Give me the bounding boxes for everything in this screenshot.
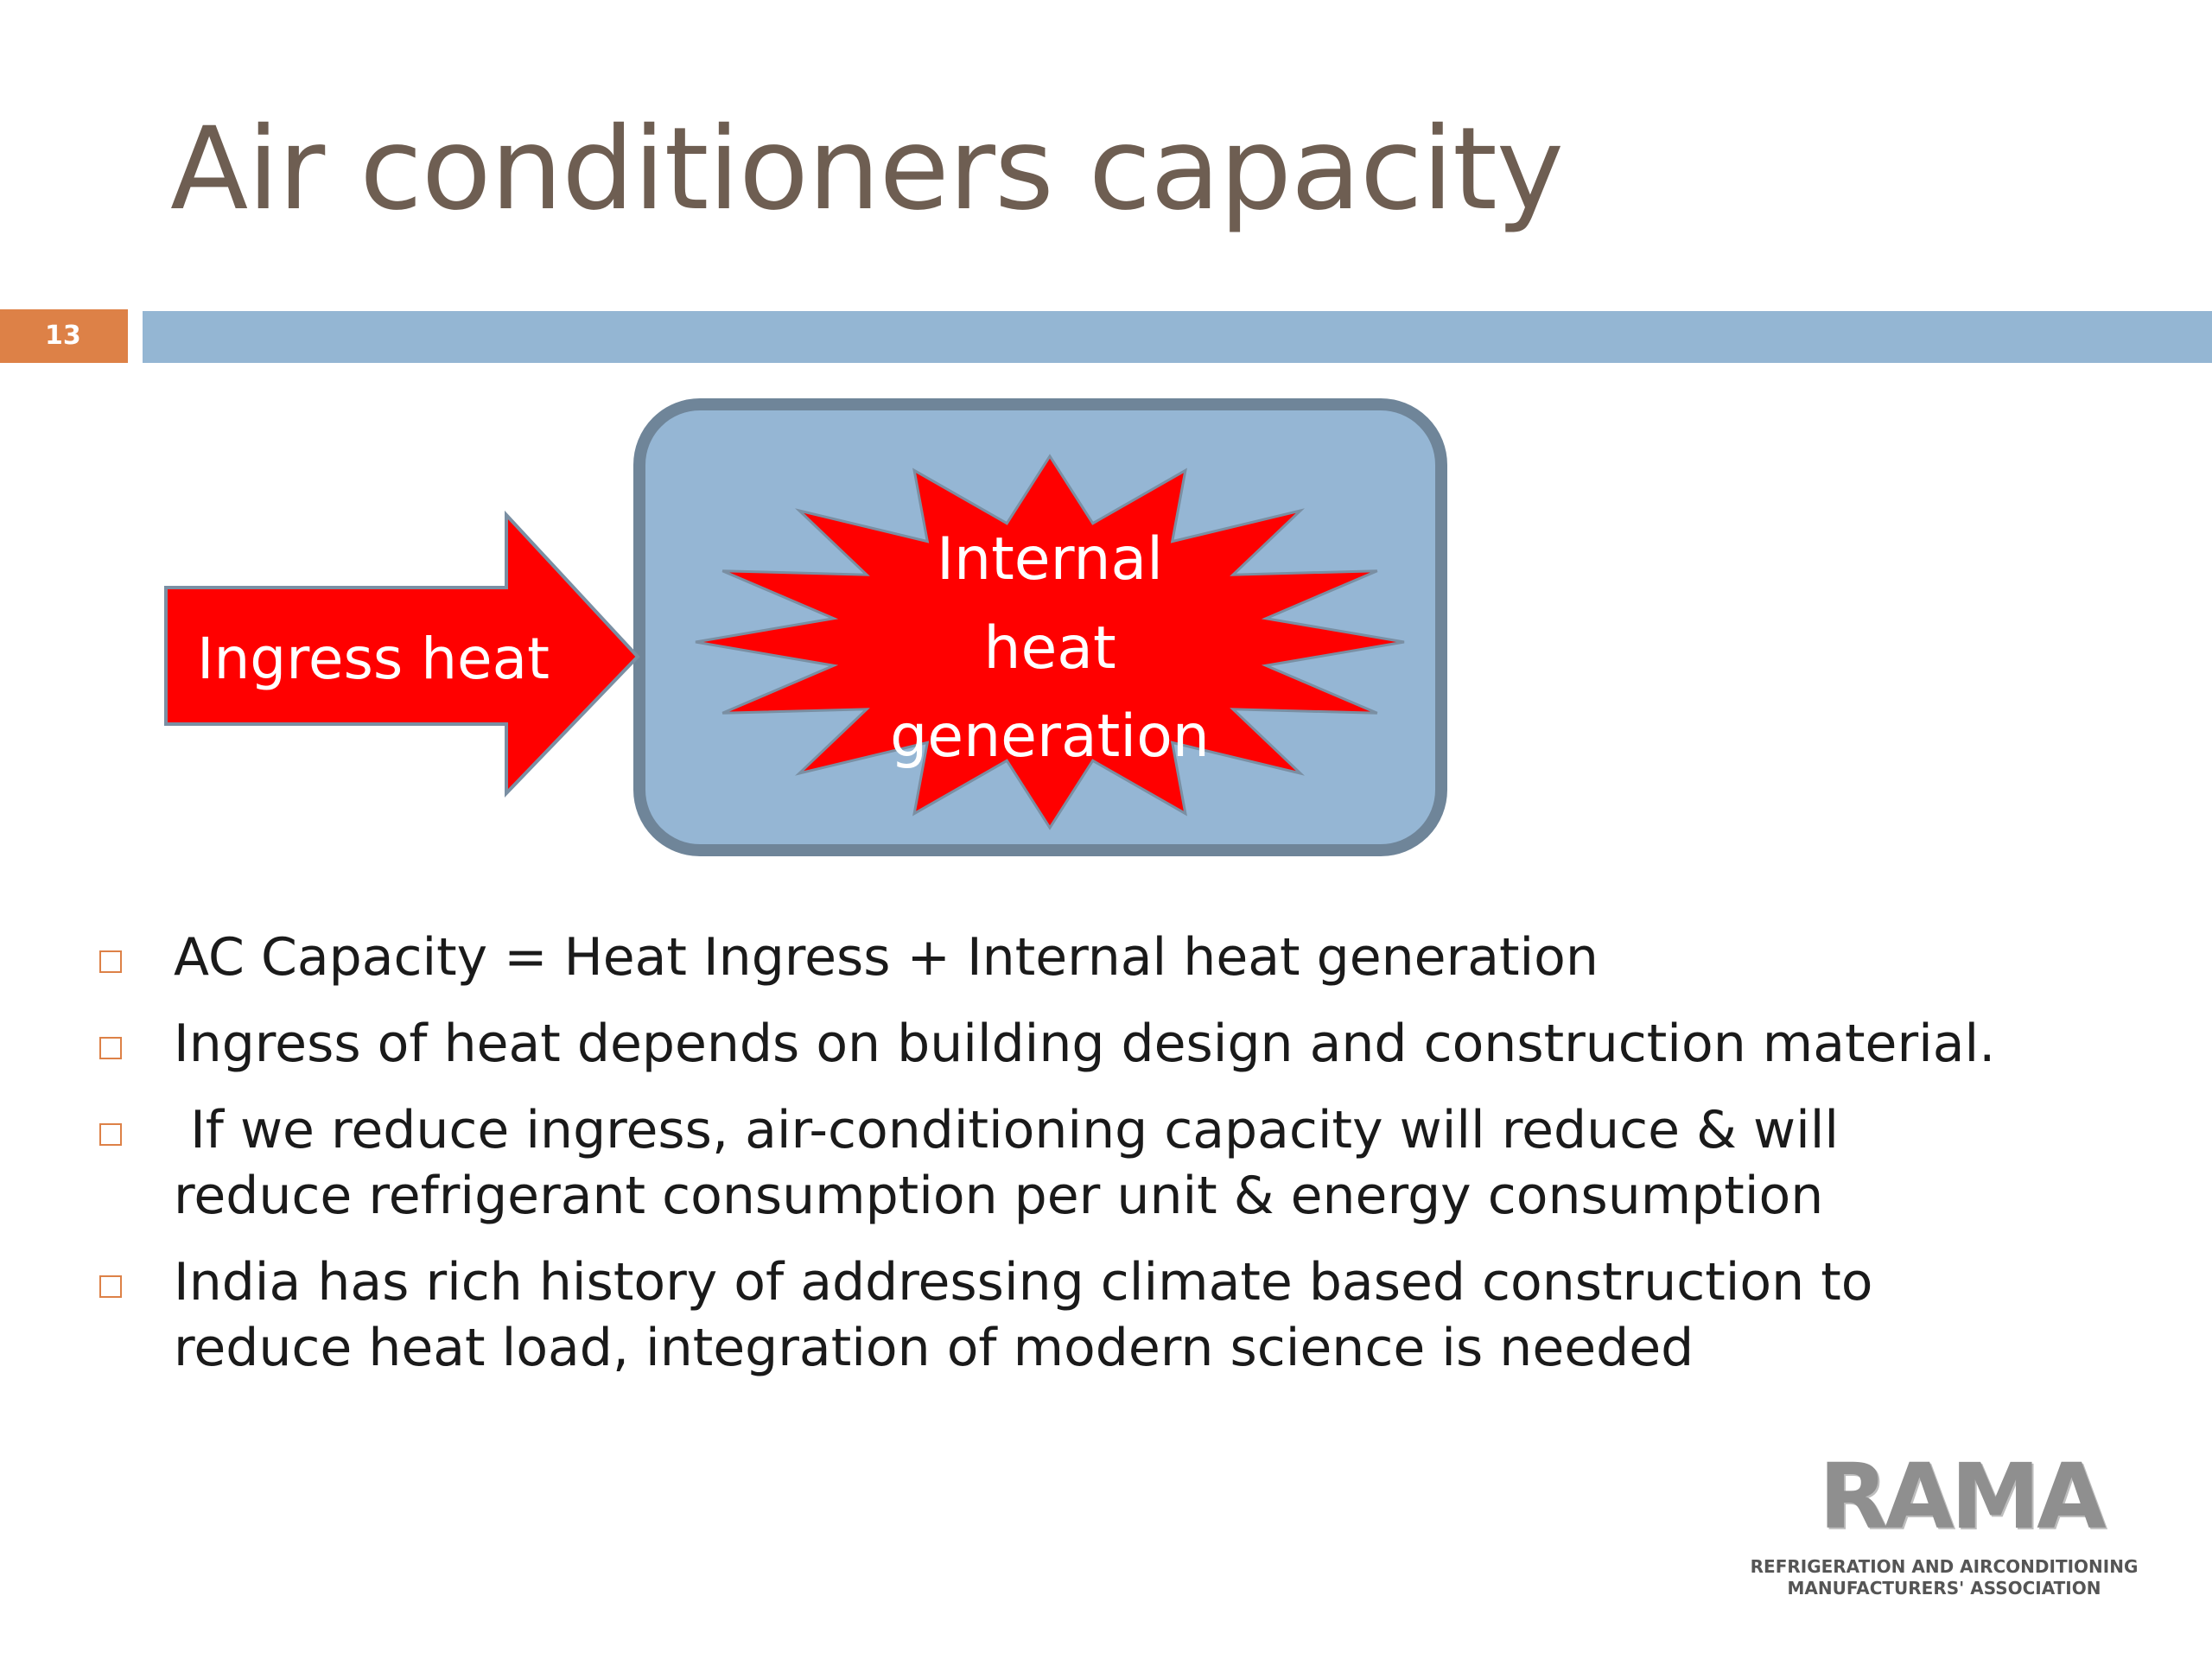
bullet-line: If we reduce ingress, air-conditioning capacity will reduce & will: [174, 1100, 1840, 1160]
square-bullet-icon: [99, 1037, 122, 1059]
logo-wordmark: RAMA: [1819, 1444, 2103, 1549]
burst-label-line-1: Internal: [936, 525, 1164, 594]
logo-tagline-2: MANUFACTURERS' ASSOCIATION: [1787, 1578, 2101, 1599]
bullet-line: India has rich history of addressing climate based construction to: [174, 1252, 1873, 1313]
square-bullet-icon: [99, 1275, 122, 1298]
bullet-line: AC Capacity = Heat Ingress + Internal heat generation: [174, 927, 1599, 988]
bullet-item: [91, 1097, 2121, 1229]
bullet-line: reduce heat load, integration of modern science is needed: [174, 1318, 1694, 1378]
ingress-heat-label: Ingress heat: [197, 626, 550, 692]
burst-label-line-2: heat: [983, 614, 1116, 683]
bullet-line: reduce refrigerant consumption per unit & energy consumption: [174, 1166, 1824, 1226]
bullet-line: Ingress of heat depends on building design and construction material.: [174, 1014, 1996, 1074]
square-bullet-icon: [99, 950, 122, 973]
slide-number: 13: [0, 309, 128, 363]
bullet-item: [91, 925, 2121, 990]
burst-label-line-3: generation: [890, 702, 1210, 771]
slide-title: Air conditioners capacity: [170, 103, 1563, 236]
square-bullet-icon: [99, 1123, 122, 1146]
logo-tagline-1: REFRIGERATION AND AIRCONDITIONING: [1750, 1556, 2139, 1577]
bullet-item: [91, 1011, 2121, 1077]
bullet-item: [91, 1249, 2121, 1381]
rama-logo: [1737, 1444, 2152, 1607]
bullet-list: [91, 925, 2121, 1402]
